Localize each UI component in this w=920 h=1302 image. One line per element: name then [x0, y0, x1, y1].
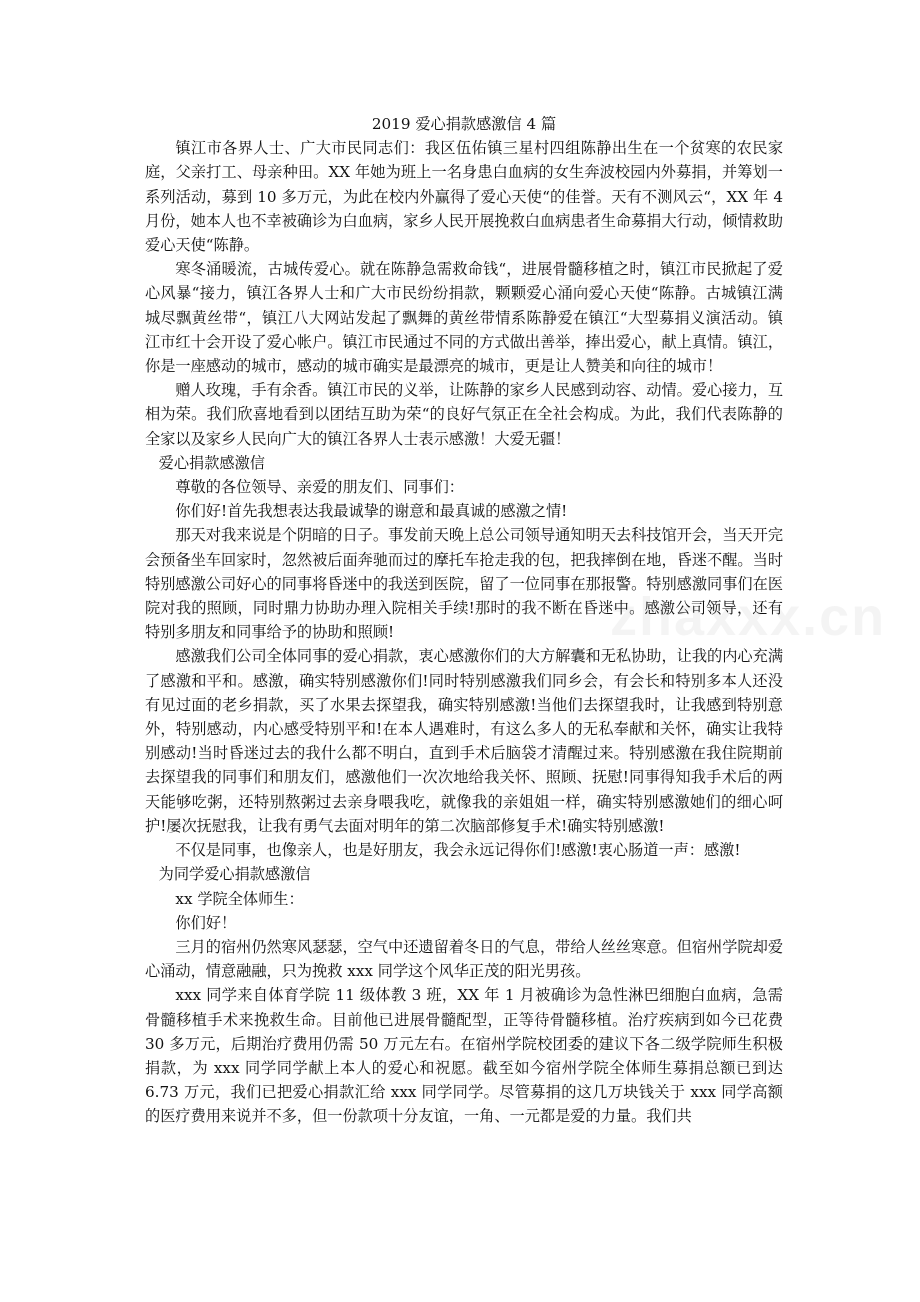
section-heading: 为同学爱心捐款感激信 — [158, 865, 311, 884]
greeting: 你们好！ — [175, 913, 237, 932]
paragraph: 镇江市各界人士、广大市民同志们：我区伍佑镇三星村四组陈静出生在一个贫寒的农民家庭，父亲打工、母亲种田。XX 年她为班上一名身患白血病的女生奔波校园内外募捐，并筹划一系列活动，募到 10 多万元，为此在校内外赢得了爱心天使“的佳誉。天有不测风云“，XX 年 4 月份，她本人也不幸被确诊为白血病，家乡人民开展挽救白血病患者生命募捐大行动，倾情救助爱心天使“陈静。 — [145, 139, 783, 255]
section-heading: 爱心捐款感激信 — [158, 453, 265, 472]
paragraph: 感激我们公司全体同事的爱心捐款，衷心感激你们的大方解囊和无私协助，让我的内心充满了感激和平和。感激，确实特别感激你们!同时特别感激我们同乡会，有会长和特别多本人还没有见过面的老乡捐款，买了水果去探望我，确实特别感激!当他们去探望我时，让我感到特别意外，特别感动，内心感受特别平和!在本人遇难时，有这么多人的无私奉献和关怀，确实让我特别感动!当时昏迷过去的我什么都不明白，直到手术后脑袋才清醒过来。特别感激在我住院期前去探望我的同事们和朋友们，感激他们一次次地给我关怀、照顾、抚慰!同事得知我手术后的两天能够吃粥，还特别熬粥过去亲身喂我吃，就像我的亲姐姐一样，确实特别感激她们的细心呵护!屡次抚慰我，让我有勇气去面对明年的第二次脑部修复手术!确实特别感激! — [145, 647, 783, 835]
paragraph: 你们好!首先我想表达我最诚挚的谢意和最真诚的感激之情! — [175, 502, 568, 521]
document-title: 2019 爱心捐款感激信 4 篇 — [371, 115, 557, 133]
paragraph: 三月的宿州仍然寒风瑟瑟，空气中还遗留着冬日的气息，带给人丝丝寒意。但宿州学院却爱心涌动，情意融融，只为挽救 xxx 同学这个风华正茂的阳光男孩。 — [145, 937, 783, 981]
document-body — [145, 112, 783, 1129]
paragraph: 不仅是同事，也像亲人，也是好朋友，我会永远记得你们!感激!衷心肠道一声：感激! — [175, 841, 741, 860]
paragraph: xxx 同学来自体育学院 11 级体教 3 班，XX 年 1 月被确诊为急性淋巴细胞白血病，急需骨髓移植手术来挽救生命。目前他已进展骨髓配型，正等待骨髓移植。治疗疾病到如今已花费 30 多万元，后期治疗费用仍需 50 万元左右。在宿州学院校团委的建议下各二级学院师生积极捐款，为 xxx 同学同学献上本人的爱心和祝愿。截至如今宿州学院全体师生募捐总额已到达 6.73 万元，我们已把爱心捐款汇给 xxx 同学同学。尽管募捐的这几万块钱关于 xxx 同学高额的医疗费用来说并不多，但一份款项十分友谊，一角、一元都是爱的力量。我们共 — [145, 986, 783, 1126]
paragraph: 赠人玫瑰，手有余香。镇江市民的义举，让陈静的家乡人民感到动容、动情。爱心接力，互相为荣。我们欣喜地看到以团结互助为荣“的良好气氛正在全社会构成。为此，我们代表陈静的全家以及家乡人民向广大的镇江各界人士表示感激！大爱无疆！ — [145, 381, 783, 448]
salutation: 尊敬的各位领导、亲爱的朋友们、同事们： — [175, 478, 464, 497]
paragraph: 寒冬涌暖流，古城传爱心。就在陈静急需救命钱“，进展骨髓移植之时，镇江市民掀起了爱心风暴“接力，镇江各界人士和广大市民纷纷捐款，颗颗爱心涌向爱心天使“陈静。古城镇江满城尽飘黄丝带“，镇江八大网站发起了飘舞的黄丝带情系陈静爱在镇江“大型募捐义演活动。镇江市红十会开设了爱心帐户。镇江市民通过不同的方式做出善举，捧出爱心，献上真情。镇江，你是一座感动的城市，感动的城市确实是最漂亮的城市，更是让人赞美和向往的城市！ — [145, 260, 783, 376]
paragraph: 那天对我来说是个阴暗的日子。事发前天晚上总公司领导通知明天去科技馆开会，当天开完会预备坐车回家时，忽然被后面奔驰而过的摩托车抢走我的包，把我摔倒在地，昏迷不醒。当时特别感激公司好心的同事将昏迷中的我送到医院，留了一位同事在那报警。特别感激同事们在医院对我的照顾，同时鼎力协助办理入院相关手续!那时的我不断在昏迷中。感激公司领导，还有特别多朋友和同事给予的协助和照顾! — [145, 526, 783, 642]
salutation: xx 学院全体师生： — [175, 889, 304, 908]
